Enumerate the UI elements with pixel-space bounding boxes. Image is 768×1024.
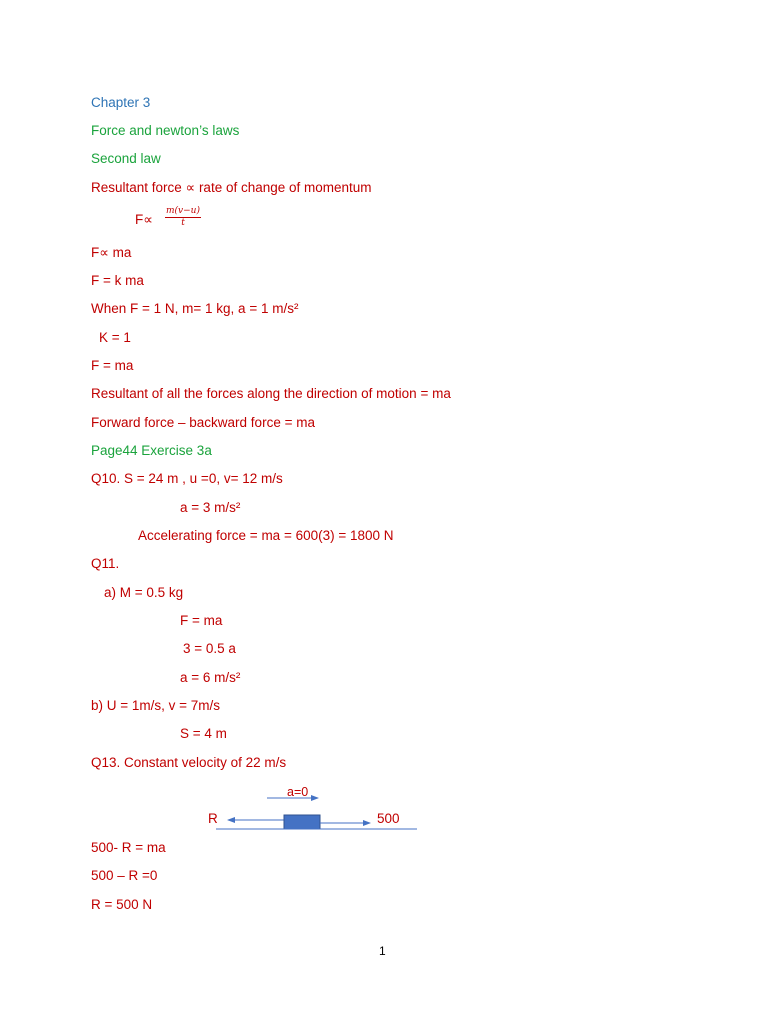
q11-part-a: a) M = 0.5 kg [104,585,184,600]
f-equals-ma: F = ma [91,358,134,373]
chapter-title: Chapter 3 [91,95,151,110]
q10-acceleration: a = 3 m/s² [180,500,241,515]
fraction-numerator: m(v−u) [166,206,200,216]
resultant-all-forces: Resultant of all the forces along the direction of motion = ma [91,386,451,401]
f-proportional-prefix: F∝ [135,212,153,227]
q13-line: Q13. Constant velocity of 22 m/s [91,755,287,770]
q11-f-ma: F = ma [180,613,223,628]
diagram-force-label: 500 [377,811,400,826]
k-equals-one: K = 1 [99,330,131,345]
resultant-proportional: Resultant force ∝ rate of change of momentum [91,180,372,195]
diagram-acceleration-label: a=0 [287,785,309,799]
forward-backward: Forward force – backward force = ma [91,415,315,430]
when-line: When F = 1 N, m= 1 kg, a = 1 m/s² [91,301,299,316]
q11-part-b: b) U = 1m/s, v = 7m/s [91,698,221,713]
q10-force: Accelerating force = ma = 600(3) = 1800 N [138,528,394,543]
q11-label: Q11. [91,556,120,571]
page-exercise-ref: Page44 Exercise 3a [91,443,212,458]
q11-acceleration: a = 6 m/s² [180,670,241,685]
q11-displacement: S = 4 m [180,726,227,741]
block [284,815,320,829]
f-prop-ma: F∝ ma [91,245,132,260]
q11-equation: 3 = 0.5 a [183,641,236,656]
f-kma: F = k ma [91,273,144,288]
q10-line: Q10. S = 24 m , u =0, v= 12 m/s [91,471,283,486]
equation-1: 500- R = ma [91,840,166,855]
page-number: 1 [379,944,386,958]
fraction-denominator: t [181,218,185,228]
equation-3: R = 500 N [91,897,153,912]
equation-2: 500 – R =0 [91,868,158,883]
topic-heading: Force and newton’s laws [91,123,240,138]
second-law-heading: Second law [91,151,161,166]
diagram-resistance-label: R [208,811,218,826]
